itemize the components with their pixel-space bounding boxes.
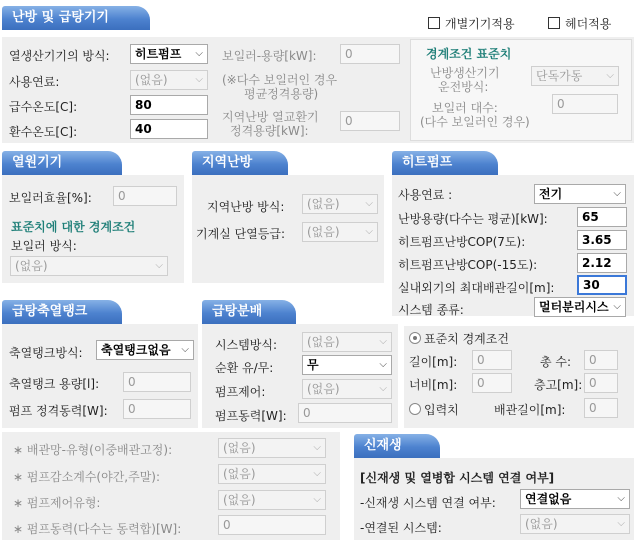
- pump-ctrl-type-label: ∗ 펌프제어유형:: [13, 496, 101, 510]
- renewable-connect-label: -신재생 시스템 연결 여부:: [360, 496, 496, 510]
- hp-fuel-label: 사용연료 :: [398, 188, 453, 202]
- header-apply-checkbox[interactable]: [548, 17, 560, 29]
- district-cap-line2: 정격용량[kW]:: [230, 124, 309, 138]
- chevron-down-icon: ⌵: [195, 48, 203, 59]
- chevron-down-icon: ⌵: [195, 74, 203, 85]
- renewable-linked-label: -연결된 시스템:: [360, 521, 442, 535]
- pump-coef-select[interactable]: (없음) ⌵: [218, 464, 326, 484]
- boiler-efficiency-label: 보일러효율[%]:: [9, 191, 92, 205]
- dist-pump-ctrl-select[interactable]: (없음) ⌵: [302, 379, 392, 399]
- chevron-down-icon: ⌵: [365, 198, 373, 209]
- chevron-down-icon: ⌵: [313, 442, 321, 453]
- chevron-down-icon: ⌵: [155, 260, 163, 271]
- length-input[interactable]: 0: [472, 350, 512, 370]
- hp-cop15-label: 히트펌프난방COP(-15도):: [398, 258, 538, 272]
- chevron-down-icon: ⌵: [379, 383, 387, 394]
- hp-cop15-input[interactable]: 2.12: [577, 253, 627, 273]
- input-value-radio[interactable]: [409, 403, 421, 415]
- chevron-down-icon: ⌵: [617, 493, 625, 504]
- storage-pump-label: 펌프 정격동력[W]:: [9, 404, 108, 418]
- district-cap-line1: 지역난방 열교환기: [222, 110, 319, 124]
- storage-volume-label: 축열탱크 용량[l]:: [9, 377, 100, 391]
- dist-pump-ctrl-label: 펌프제어:: [215, 385, 266, 399]
- tab-district[interactable]: 지역난방: [192, 151, 288, 175]
- chevron-down-icon: ⌵: [613, 301, 621, 312]
- boiler-cap-label: 보일러-용량[kW]:: [222, 49, 317, 63]
- dist-pump-power-label: 펌프동력[W]:: [215, 409, 287, 423]
- dist-circ-select[interactable]: 무 ⌵: [302, 355, 392, 375]
- dist-pump-power-input[interactable]: 0: [298, 403, 392, 423]
- supply-temp-input[interactable]: 80: [130, 95, 208, 115]
- boiler-efficiency-input[interactable]: 0: [113, 186, 177, 206]
- heat-source-label: 열생산기기의 방식:: [9, 49, 110, 63]
- chevron-down-icon: ⌵: [365, 226, 373, 237]
- op-mode-line2: 운전방식:: [438, 80, 489, 94]
- chevron-down-icon: ⌵: [606, 70, 614, 81]
- boiler-note-line2: 평균정격용량): [244, 87, 319, 101]
- chevron-down-icon: ⌵: [617, 518, 625, 529]
- height-input[interactable]: 0: [584, 373, 618, 393]
- renewable-header: [신재생 및 열병합 시스템 연결 여부]: [360, 471, 555, 485]
- pump-ctrl-type-select[interactable]: (없음) ⌵: [218, 490, 326, 510]
- op-mode-line1: 난방생산기기: [430, 66, 500, 80]
- heat-source-select[interactable]: 히트펌프 ⌵: [130, 44, 208, 64]
- width-label: 너비[m]:: [409, 378, 458, 392]
- return-temp-label: 환수온도[C]:: [9, 125, 78, 139]
- chevron-down-icon: ⌵: [313, 468, 321, 479]
- hp-capacity-input[interactable]: 65: [577, 207, 627, 227]
- tab-storage[interactable]: 급탕축열탱크: [2, 300, 122, 324]
- boiler-cap-input[interactable]: 0: [340, 44, 400, 64]
- chevron-down-icon: ⌵: [379, 359, 387, 370]
- width-input[interactable]: 0: [472, 373, 512, 393]
- standard-boundary-radio[interactable]: [409, 332, 421, 344]
- boiler-count-input[interactable]: 0: [552, 94, 618, 114]
- insulation-label: 기계실 단열등급:: [196, 227, 286, 241]
- boiler-type-select[interactable]: (없음) ⌵: [10, 256, 168, 276]
- pipe-network-label: ∗ 배관망-유형(이중배관고정):: [13, 443, 173, 457]
- pump-power-total-label: ∗ 펌프동력(다수는 동력합)[W]:: [13, 522, 182, 536]
- header-apply-label: 헤더적용: [565, 17, 612, 31]
- hp-fuel-select[interactable]: 전기 ⌵: [534, 184, 626, 204]
- hp-cop7-input[interactable]: 3.65: [577, 230, 627, 250]
- storage-type-label: 축열탱크방식:: [9, 346, 83, 360]
- standard-boundary-title: 표준치에 대한 경계조건: [11, 220, 136, 234]
- tab-heating[interactable]: 난방 및 급탕기기: [2, 6, 150, 30]
- height-label: 층고[m]:: [534, 378, 583, 392]
- hp-cop7-label: 히트펌프난방COP(7도):: [398, 235, 526, 249]
- hp-system-label: 시스템 종류:: [398, 303, 464, 317]
- chevron-down-icon: ⌵: [181, 344, 189, 355]
- floors-label: 총 수:: [540, 355, 572, 369]
- individual-apply-label: 개별기기적용: [445, 17, 515, 31]
- storage-type-select[interactable]: 축열탱크없음 ⌵: [96, 340, 194, 360]
- hp-pipe-label: 실내외기의 최대배관길이[m]:: [398, 281, 555, 295]
- hp-pipe-input[interactable]: 30: [577, 275, 627, 295]
- tab-renewable[interactable]: 신재생: [354, 434, 440, 458]
- supply-temp-label: 급수온도[C]:: [9, 100, 78, 114]
- dist-system-label: 시스템방식:: [215, 338, 278, 352]
- storage-pump-input[interactable]: 0: [123, 399, 191, 419]
- length-label: 길이[m]:: [409, 355, 458, 369]
- district-method-select[interactable]: (없음) ⌵: [302, 194, 378, 214]
- pipe-length-label: 배관길이[m]:: [494, 403, 566, 417]
- boiler-note-line1: (※다수 보일러인 경우: [222, 73, 338, 87]
- chevron-down-icon: ⌵: [379, 336, 387, 347]
- boiler-count-line2: (다수 보일러인 경우): [420, 115, 530, 129]
- pump-power-total-input[interactable]: 0: [218, 515, 326, 535]
- input-value-label: 입력치: [424, 403, 459, 417]
- chevron-down-icon: ⌵: [313, 494, 321, 505]
- renewable-linked-select[interactable]: (없음) ⌵: [520, 514, 630, 534]
- boiler-count-line1: 보일러 대수:: [432, 101, 498, 115]
- pipe-length-input[interactable]: 0: [584, 398, 618, 418]
- individual-apply-checkbox[interactable]: [428, 17, 440, 29]
- chevron-down-icon: ⌵: [613, 188, 621, 199]
- renewable-connect-select[interactable]: 연결없음 ⌵: [520, 489, 630, 509]
- storage-volume-input[interactable]: 0: [123, 372, 191, 392]
- insulation-select[interactable]: (없음) ⌵: [302, 222, 378, 242]
- tab-heat-pump[interactable]: 히트펌프: [392, 151, 498, 175]
- op-mode-select[interactable]: 단독가동 ⌵: [531, 66, 619, 86]
- hp-system-select[interactable]: 멀터분리시스 ⌵: [534, 297, 626, 317]
- pipe-network-select[interactable]: (없음) ⌵: [218, 438, 326, 458]
- fuel-select[interactable]: (없음) ⌵: [130, 70, 208, 90]
- fuel-label: 사용연료:: [9, 75, 60, 89]
- hp-capacity-label: 난방용량(다수는 평균)[kW]:: [398, 212, 548, 226]
- district-cap-input[interactable]: 0: [340, 111, 400, 131]
- return-temp-input[interactable]: 40: [130, 119, 208, 139]
- boundary-title: 경계조건 표준치: [426, 47, 512, 61]
- district-method-label: 지역난방 방식:: [207, 200, 285, 214]
- pump-coef-label: ∗ 펌프감소계수(야간,주말):: [13, 470, 161, 484]
- tab-heat-source[interactable]: 열원기기: [2, 151, 122, 175]
- boiler-type-label: 보일러 방식:: [11, 239, 77, 253]
- floors-input[interactable]: 0: [584, 350, 618, 370]
- dist-circ-label: 순환 유/무:: [215, 361, 274, 375]
- tab-distribution[interactable]: 급탕분배: [202, 300, 296, 324]
- standard-boundary-label: 표준치 경계조건: [424, 332, 509, 346]
- dist-system-select[interactable]: (없음) ⌵: [302, 332, 392, 352]
